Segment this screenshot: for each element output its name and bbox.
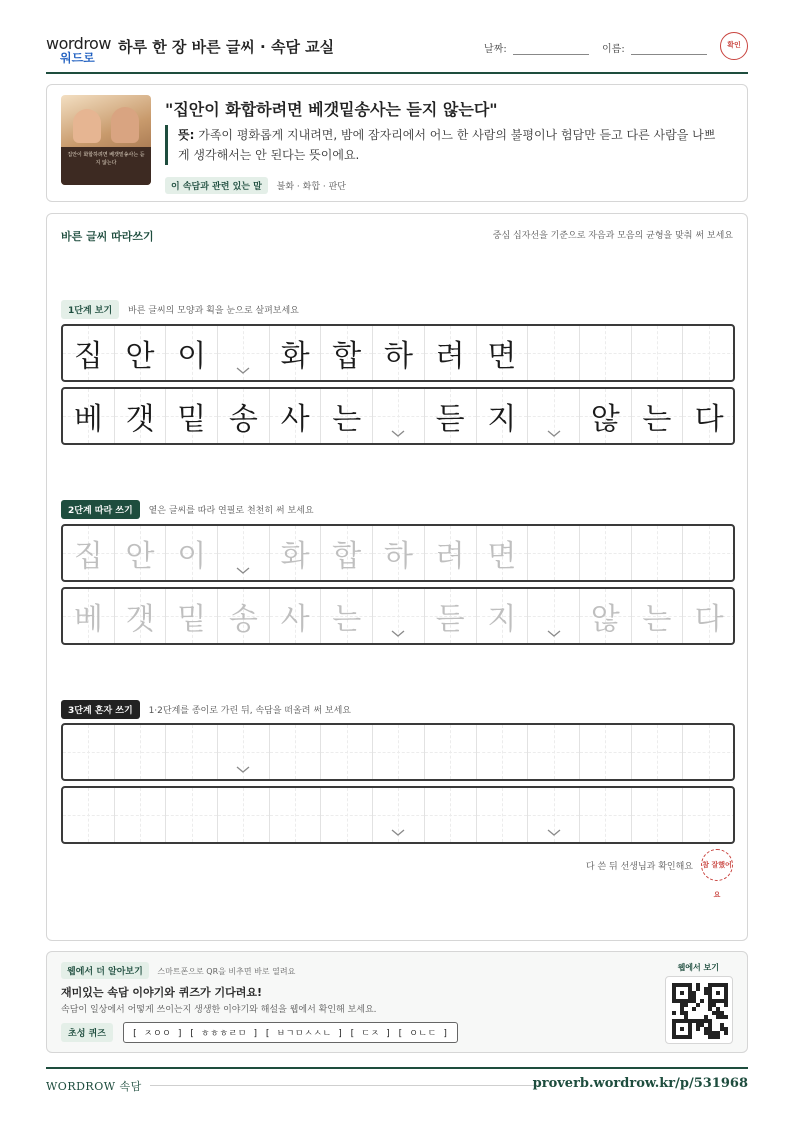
step2-desc: 옅은 글씨를 따라 연필로 천천히 써 보세요 <box>148 506 314 516</box>
step1-desc: 바른 글씨의 모양과 획을 눈으로 살펴보세요 <box>128 306 299 316</box>
grid-cell[interactable] <box>63 526 115 580</box>
grid-char: 갯 <box>125 602 155 637</box>
step2-row-2[interactable] <box>61 587 735 645</box>
practice-title: 바른 글씨 따라쓰기 <box>61 230 154 243</box>
grid-cell[interactable] <box>477 526 529 580</box>
space-cell[interactable] <box>218 725 270 779</box>
meaning-text: 가족이 평화롭게 지내려면, 밤에 잠자리에서 어느 한 사람의 불평이나 험담만 듣고 다른 사람을 나쁘게 생각해서는 안 된다는 뜻이에요. <box>178 128 716 162</box>
grid-cell[interactable] <box>63 725 115 779</box>
grid-cell[interactable] <box>321 589 373 643</box>
grid-char: 려 <box>435 339 465 374</box>
web-top <box>61 962 295 979</box>
step1-header <box>61 300 299 319</box>
grid-cell <box>528 326 580 380</box>
space-chevron-icon <box>547 630 561 637</box>
grid-cell <box>425 389 477 443</box>
date-line[interactable] <box>513 45 589 55</box>
web-headline: 재미있는 속담 이야기와 퀴즈가 기다려요! <box>61 986 262 999</box>
wordrow-logo <box>46 34 110 64</box>
space-cell[interactable] <box>528 788 580 842</box>
grid-cell[interactable] <box>115 526 167 580</box>
quiz-label: 초성 퀴즈 <box>61 1023 113 1042</box>
grid-char: 듣 <box>435 602 465 637</box>
grid-cell[interactable] <box>218 589 270 643</box>
grid-cell[interactable] <box>425 788 477 842</box>
space-chevron-icon <box>547 829 561 836</box>
space-chevron-icon <box>391 829 405 836</box>
grid-cell <box>270 326 322 380</box>
grid-cell[interactable] <box>218 788 270 842</box>
grid-char: 합 <box>332 539 362 574</box>
grid-cell <box>115 326 167 380</box>
grid-cell[interactable] <box>166 788 218 842</box>
grid-cell[interactable] <box>270 725 322 779</box>
illustration-person-left <box>73 109 101 143</box>
grid-char: 려 <box>435 539 465 574</box>
step3-desc: 1·2단계를 종이로 가린 뒤, 속담을 떠올려 써 보세요 <box>148 706 351 716</box>
space-chevron-icon <box>391 630 405 637</box>
grid-cell[interactable] <box>683 788 735 842</box>
grid-char: 이 <box>177 539 207 574</box>
grid-cell[interactable] <box>683 589 735 643</box>
step1-row-2 <box>61 387 735 445</box>
practice-hint: 중심 십자선을 기준으로 자음과 모음의 균형을 맞춰 써 보세요 <box>492 231 733 241</box>
space-cell[interactable] <box>218 526 270 580</box>
grid-cell <box>63 389 115 443</box>
grid-cell[interactable] <box>63 788 115 842</box>
qr-label: 웹에서 보기 <box>677 963 719 972</box>
grid-cell[interactable] <box>632 589 684 643</box>
grid-cell <box>477 389 529 443</box>
grid-cell <box>477 326 529 380</box>
grid-cell <box>321 326 373 380</box>
grid-cell[interactable] <box>683 725 735 779</box>
page-title: 하루 한 장 바른 글씨 · 속담 교실 <box>118 38 335 56</box>
space-cell <box>218 326 270 380</box>
grid-char: 밑 <box>177 402 207 437</box>
grid-char: 밑 <box>177 602 207 637</box>
grid-char: 하 <box>383 539 413 574</box>
grid-cell[interactable] <box>580 589 632 643</box>
grid-cell[interactable] <box>425 589 477 643</box>
space-chevron-icon <box>236 766 250 773</box>
grid-cell[interactable] <box>425 526 477 580</box>
qr-code[interactable] <box>665 976 733 1044</box>
grid-cell[interactable] <box>580 526 632 580</box>
proverb-quote: "집안이 화합하려면 베갯밑송사는 듣지 않는다" <box>165 100 498 119</box>
illustration-person-right <box>111 107 139 143</box>
grid-cell[interactable] <box>373 725 425 779</box>
grid-cell <box>632 389 684 443</box>
name-label: 이름: <box>602 44 625 55</box>
chosung-quiz <box>61 1022 458 1043</box>
proverb-illustration <box>61 95 151 185</box>
related-words <box>165 177 346 194</box>
space-cell <box>373 389 425 443</box>
grid-cell[interactable] <box>166 589 218 643</box>
grid-cell[interactable] <box>115 788 167 842</box>
grid-char: 다 <box>694 402 724 437</box>
grid-cell[interactable] <box>270 589 322 643</box>
grid-cell[interactable] <box>321 725 373 779</box>
step3-row-2[interactable] <box>61 786 735 844</box>
grid-char: 베 <box>73 602 103 637</box>
space-chevron-icon <box>547 430 561 437</box>
proverb-card <box>46 84 748 202</box>
related-list: 불화 · 화합 · 판단 <box>276 182 346 192</box>
grid-cell[interactable] <box>683 526 735 580</box>
grid-char: 갯 <box>125 402 155 437</box>
page-footer <box>46 1067 748 1097</box>
page-header <box>46 30 748 74</box>
grid-cell[interactable] <box>115 725 167 779</box>
web-section <box>46 951 748 1053</box>
check-stamp: 확인 <box>720 32 748 60</box>
grid-char: 송 <box>228 402 258 437</box>
grid-cell <box>425 326 477 380</box>
grid-char: 화 <box>280 339 310 374</box>
grid-cell[interactable] <box>477 725 529 779</box>
grid-cell[interactable] <box>270 526 322 580</box>
step3-badge: 3단계 혼자 쓰기 <box>61 700 140 719</box>
date-field[interactable] <box>484 40 589 55</box>
grid-cell <box>270 389 322 443</box>
illustration-caption: 집안이 화합하려면 베갯밑송사는 듣지 않는다 <box>67 152 145 166</box>
grid-char: 는 <box>642 602 672 637</box>
grid-cell[interactable] <box>528 526 580 580</box>
footer-url[interactable]: proverb.wordrow.kr/p/531968 <box>532 1076 748 1091</box>
quiz-box: [ ㅈㅇㅇ ] [ ㅎㅎㅎㄹㅁ ] [ ㅂㄱㅁㅅㅅㄴ ] [ ㄷㅈ ] [ ㅇㄴㄷ ] <box>123 1022 458 1043</box>
step1-badge: 1단계 보기 <box>61 300 119 319</box>
step1-row-1 <box>61 324 735 382</box>
proverb-meaning <box>165 125 725 165</box>
logo-text: wordrow <box>46 34 111 53</box>
practice-section <box>46 213 748 941</box>
grid-char: 다 <box>694 602 724 637</box>
grid-cell[interactable] <box>115 589 167 643</box>
footer-brand: WORDROW 속담 <box>46 1080 142 1093</box>
step2-row-1[interactable] <box>61 524 735 582</box>
grid-cell <box>115 389 167 443</box>
grid-cell <box>166 389 218 443</box>
grid-char: 하 <box>383 339 413 374</box>
meaning-label: 뜻: <box>178 128 195 142</box>
grid-cell <box>580 326 632 380</box>
grid-cell[interactable] <box>63 589 115 643</box>
grid-char: 면 <box>487 339 517 374</box>
space-cell[interactable] <box>528 589 580 643</box>
footer-divider <box>150 1085 538 1086</box>
step3-row-1[interactable] <box>61 723 735 781</box>
grid-cell <box>683 326 735 380</box>
teacher-confirm <box>585 849 733 899</box>
space-chevron-icon <box>236 367 250 374</box>
grid-char: 안 <box>125 539 155 574</box>
grid-char: 않 <box>590 602 620 637</box>
grid-cell[interactable] <box>632 725 684 779</box>
space-chevron-icon <box>391 430 405 437</box>
web-badge-hint: 스마트폰으로 QR을 비추면 바로 열려요 <box>157 967 296 976</box>
web-description: 속담이 일상에서 어떻게 쓰이는지 생생한 이야기와 해설을 웹에서 확인해 보세요. <box>61 1005 377 1015</box>
grid-char: 사 <box>280 402 310 437</box>
grid-char: 듣 <box>435 402 465 437</box>
grid-char: 이 <box>177 339 207 374</box>
confirm-text: 다 쓴 뒤 선생님과 확인해요 <box>585 861 693 872</box>
related-label: 이 속담과 관련 있는 말 <box>165 177 268 194</box>
grid-cell[interactable] <box>580 788 632 842</box>
space-cell[interactable] <box>373 788 425 842</box>
grid-char: 는 <box>332 402 362 437</box>
grid-cell[interactable] <box>632 788 684 842</box>
logo-subtext: 워드로 <box>60 51 95 65</box>
grid-char: 지 <box>487 602 517 637</box>
grid-cell[interactable] <box>425 725 477 779</box>
grid-cell[interactable] <box>373 526 425 580</box>
grid-char: 집 <box>73 539 103 574</box>
name-field[interactable] <box>602 40 707 55</box>
grid-char: 화 <box>280 539 310 574</box>
grid-cell[interactable] <box>477 788 529 842</box>
grid-char: 송 <box>228 602 258 637</box>
grid-cell[interactable] <box>528 725 580 779</box>
grid-cell[interactable] <box>166 526 218 580</box>
space-cell <box>528 389 580 443</box>
grid-cell <box>580 389 632 443</box>
web-badge: 웹에서 더 알아보기 <box>61 962 149 979</box>
date-label: 날짜: <box>484 44 507 55</box>
grid-cell <box>632 326 684 380</box>
grid-char: 사 <box>280 602 310 637</box>
grid-cell[interactable] <box>270 788 322 842</box>
step3-header <box>61 700 351 719</box>
grid-cell <box>321 389 373 443</box>
grid-cell[interactable] <box>166 725 218 779</box>
grid-cell <box>166 326 218 380</box>
good-job-seal: 참 잘했어요 <box>701 849 733 881</box>
grid-cell[interactable] <box>321 526 373 580</box>
grid-char: 는 <box>642 402 672 437</box>
grid-cell[interactable] <box>632 526 684 580</box>
grid-cell <box>218 389 270 443</box>
grid-char: 않 <box>590 402 620 437</box>
name-line[interactable] <box>631 45 707 55</box>
step2-header <box>61 500 314 519</box>
grid-cell <box>373 326 425 380</box>
grid-cell[interactable] <box>477 589 529 643</box>
grid-char: 집 <box>73 339 103 374</box>
space-chevron-icon <box>236 567 250 574</box>
grid-cell[interactable] <box>580 725 632 779</box>
grid-char: 베 <box>73 402 103 437</box>
space-cell[interactable] <box>373 589 425 643</box>
grid-char: 합 <box>332 339 362 374</box>
qr-code-icon <box>672 983 728 1039</box>
grid-char: 면 <box>487 539 517 574</box>
grid-char: 지 <box>487 402 517 437</box>
grid-cell <box>63 326 115 380</box>
grid-cell <box>683 389 735 443</box>
grid-char: 안 <box>125 339 155 374</box>
grid-cell[interactable] <box>321 788 373 842</box>
step2-badge: 2단계 따라 쓰기 <box>61 500 140 519</box>
grid-char: 는 <box>332 602 362 637</box>
